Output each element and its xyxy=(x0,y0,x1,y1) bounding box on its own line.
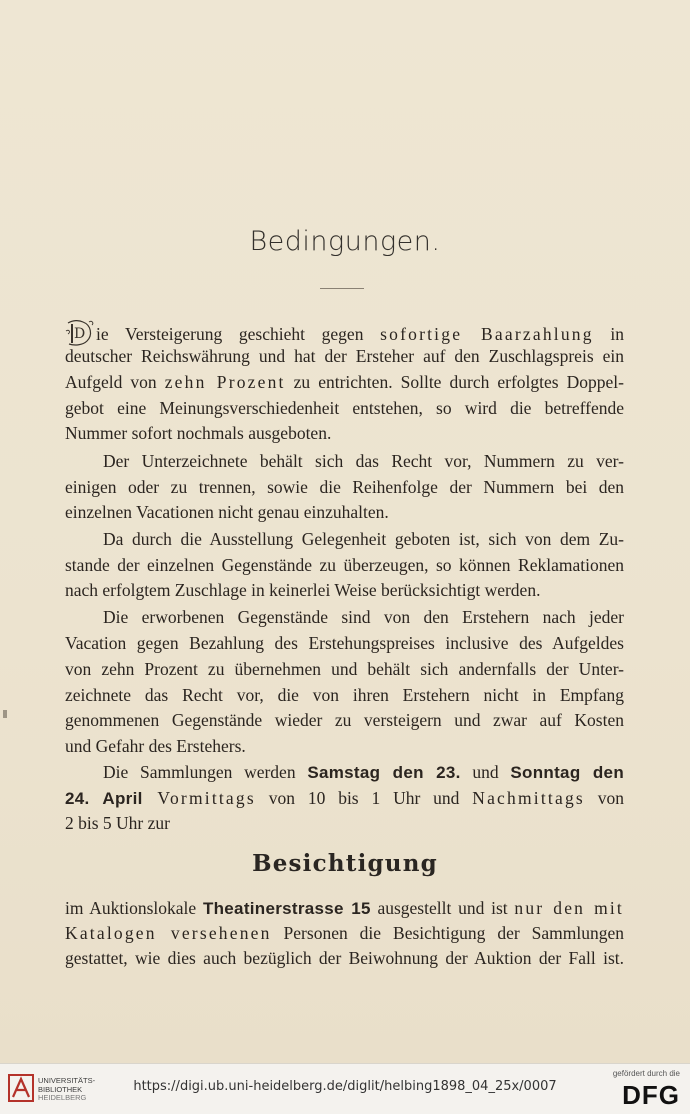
text-line: genommenen Gegenstände wieder zu versteigern und zwar auf Kosten xyxy=(65,710,624,730)
title-divider xyxy=(320,288,364,289)
text-line: nach erfolgtem Zuschlage in keinerlei Weise berücksichtigt werden. xyxy=(65,580,541,600)
text-line: einzelnen Vacationen nicht genau einzuhalten. xyxy=(65,502,389,522)
permalink-url[interactable]: https://digi.ub.uni-heidelberg.de/diglit/helbing1898_04_25x/0007 xyxy=(133,1079,557,1094)
text-line: 24. April Vormittags von 10 bis 1 Uhr und Nachmittags von xyxy=(65,788,625,808)
text-line: Da durch die Ausstellung Gelegenheit geboten ist, sich von dem Zu- xyxy=(103,529,624,549)
library-name: UNIVERSITÄTS- BIBLIOTHEK HEIDELBERG xyxy=(38,1076,96,1102)
text-line: gestattet, wie dies auch bezüglich der Beiwohnung der Auktion der Fall ist. xyxy=(65,948,624,968)
text-line: zeichnete das Recht vor, die von ihren Erstehern nicht in Empfang xyxy=(65,685,624,705)
viewer-footer xyxy=(0,1063,690,1114)
text-line: Die erworbenen Gegenstände sind von den Erstehern nach jeder xyxy=(103,607,624,627)
text-line: Nummer sofort nochmals ausgeboten. xyxy=(65,423,332,443)
text-line: deutscher Reichswährung und hat der Ersteher auf den Zuschlagspreis ein xyxy=(65,346,624,366)
text-line: 2 bis 5 Uhr zur xyxy=(65,813,170,833)
text-line: Die Sammlungen werden Samstag den 23. und Sonntag den xyxy=(103,762,624,782)
margin-speck xyxy=(3,710,7,718)
dfg-logo[interactable]: DFG xyxy=(622,1080,680,1110)
text-line: Katalogen versehenen Personen die Besichtigung der Sammlungen xyxy=(65,923,624,943)
funder-caption: gefördert durch die xyxy=(612,1069,680,1078)
text-line: gebot eine Meinungsverschiedenheit entstehen, so wird die betreffende xyxy=(65,398,624,418)
text-line: und Gefahr des Erstehers. xyxy=(65,736,246,756)
text-line: Aufgeld von zehn Prozent zu entrichten. Sollte durch erfolgtes Doppel- xyxy=(65,372,624,392)
section-heading: Besichtigung xyxy=(252,850,438,877)
text-line: stande der einzelnen Gegenstände zu überzeugen, so können Reklamationen xyxy=(65,555,624,575)
page-title: Bedingungen. xyxy=(249,226,441,257)
text-line: einigen oder zu trennen, sowie die Reihenfolge der Nummern bei den xyxy=(65,477,624,497)
text-line: von zehn Prozent zu übernehmen und behält sich andernfalls der Unter- xyxy=(65,659,624,679)
text-line: Vacation gegen Bezahlung des Erstehungspreises inclusive des Aufgeldes xyxy=(65,633,624,653)
svg-text:D: D xyxy=(74,326,86,342)
text-line: im Auktionslokale Theatinerstrasse 15 ausgestellt und ist nur den mit xyxy=(65,898,624,918)
ornamental-initial-icon xyxy=(65,319,95,347)
text-line: D ie Versteigerung geschieht gegen sofortige Baarzahlung in xyxy=(65,319,624,347)
text-line: Der Unterzeichnete behält sich das Recht vor, Nummern zu ver- xyxy=(103,451,624,471)
